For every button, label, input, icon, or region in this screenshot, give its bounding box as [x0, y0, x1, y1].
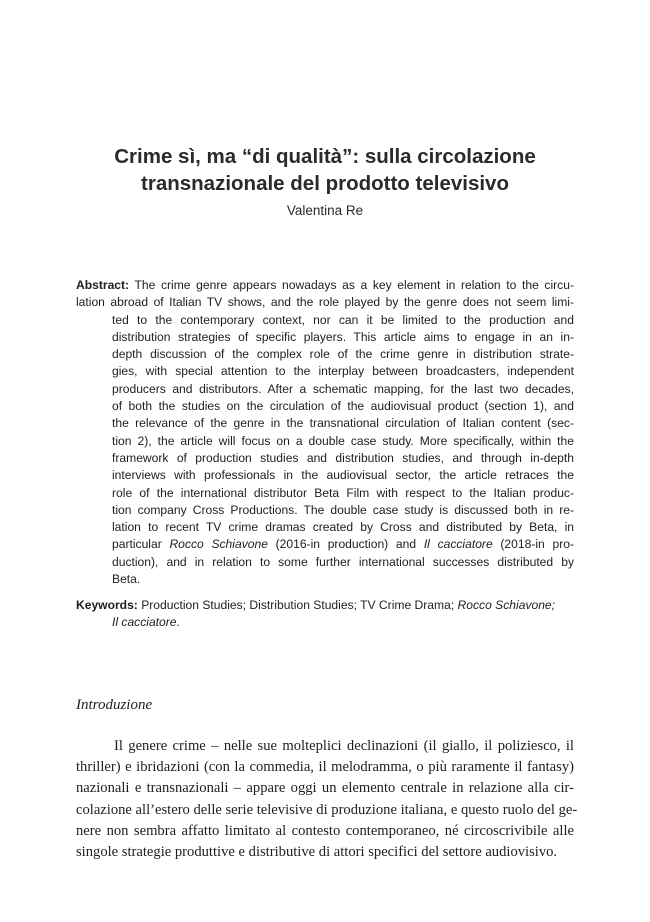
abstract-line: Beta. [112, 572, 141, 587]
abstract-line: lation to recent TV crime dramas created by Cross and distributed by Beta, in [112, 520, 574, 535]
title-il-cacciatore: Il cacciatore [423, 537, 493, 552]
keywords-label: Keywords: [76, 598, 138, 612]
abstract-line: role of the international distributor Beta Film with respect to the Italian produc- [112, 485, 574, 500]
abstract-line: duction), and in relation to some further international successes distributed by [112, 554, 574, 569]
abstract-line: depth discussion of the complex role of the crime genre in distribution strate- [112, 347, 574, 362]
body-line: Il genere crime – nelle sue molteplici declinazioni (il giallo, il poliziesco, il [114, 738, 574, 754]
abstract-line: distribution strategies of specific players. This article aims to engage in an in- [112, 329, 574, 344]
abstract-line: of both the studies on the circulation of the audiovisual product (section 1), and [112, 399, 574, 414]
body-line: singole strategie produttive e distributive di attori specifici del settore audiovisivo. [76, 844, 558, 861]
abstract-label: Abstract: [76, 278, 130, 292]
keywords-line: Keywords: Production Studies; Distribution Studies; TV Crime Drama; Rocco Schiavone; [76, 598, 556, 612]
abstract-line: framework of production studies and distribution studies, and through in-depth [112, 450, 574, 465]
abstract [76, 277, 574, 588]
keywords [76, 597, 574, 632]
abstract-line: gies, with special attention to the interplay between broadcasters, independent [112, 364, 574, 379]
abstract-line: producers and distributors. After a schematic mapping, for the last two decades, [112, 381, 574, 396]
abstract-line: lation abroad of Italian TV shows, and the role played by the genre does not seem limi- [76, 295, 574, 310]
abstract-line: interviews with professionals in the audiovisual sector, the article retraces the [112, 468, 574, 483]
abstract-line: Abstract: The crime genre appears nowadays as a key element in relation to the circu- [76, 278, 574, 292]
abstract-line: ted to the contemporary context, nor can it be limited to the production and [112, 312, 574, 327]
body-line: nazionali e transnazionali – appare oggi un elemento centrale in relazione alla cir- [76, 780, 574, 797]
abstract-line: tion company Cross Productions. The double case study is discussed both in re- [112, 502, 574, 517]
title-line-1: Crime sì, ma “di qualità”: sulla circolazione [114, 145, 536, 168]
body-line: nere non sembra affatto limitato al contesto contemporaneo, né circoscrivibile alle [76, 822, 574, 839]
title-line-2: transnazionale del prodotto televisivo [141, 172, 509, 195]
title-rocco-schiavone: Rocco Schiavone [169, 537, 268, 552]
abstract-line: tion 2), the article will focus on a double case study. More specifically, within the [112, 433, 574, 448]
author-name: Valentina Re [286, 203, 364, 218]
abstract-line: the relevance of the genre in the transnational circulation of Italian content (sec- [112, 416, 574, 431]
body-paragraph [76, 736, 578, 863]
section-heading: Introduzione [76, 697, 153, 713]
abstract-line: particular Rocco Schiavone (2016-in production) and Il cacciatore (2018-in pro- [112, 537, 574, 552]
body-line: thriller) e ibridazioni (con la commedia, il melodramma, o più raramente il fantasy) [76, 759, 574, 776]
keywords-line: Il cacciatore. [112, 615, 180, 630]
body-line: colazione all’estero delle serie televisive di produzione italiana, e questo ruolo del ge- [76, 801, 578, 818]
article-title [60, 143, 590, 197]
